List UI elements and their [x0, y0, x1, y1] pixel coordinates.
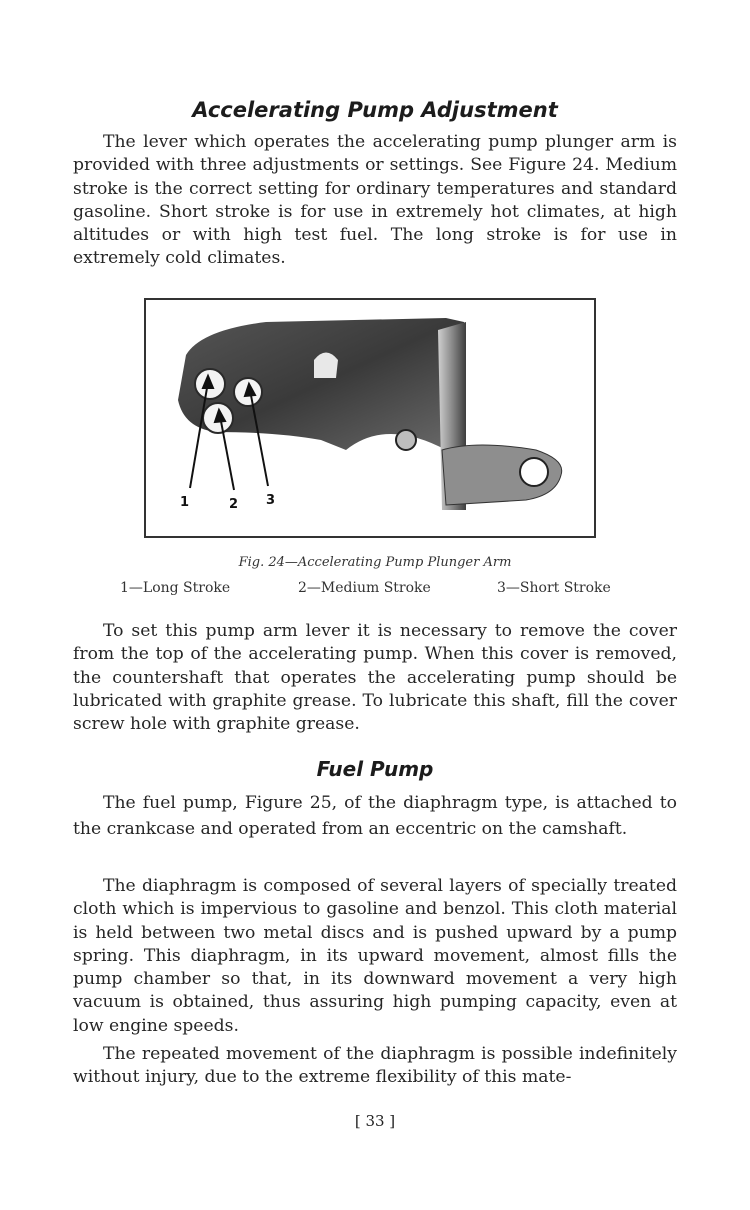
- legend-item-short-stroke: 3—Short Stroke: [497, 580, 611, 596]
- lever-slot: [314, 353, 338, 379]
- section-heading-accelerating-pump: Accelerating Pump Adjustment: [192, 98, 558, 122]
- figure-label-2: 2: [229, 497, 239, 512]
- figure-label-3: 3: [266, 493, 276, 508]
- figure-legend: [0, 580, 750, 600]
- legend-item-medium-stroke: 2—Medium Stroke: [298, 580, 431, 596]
- rivet: [396, 430, 416, 450]
- fuel-pump-paragraph-2: The diaphragm is composed of several layers of specially treated cloth which is impervious to gasoline and benzol. This cloth material is held between two metal discs and is pushed upward by a pump spring. This diaphragm, in its upward movement, almost fills the pump chamber so that, in its downward movement a very high vacuum is obtained, thus assuring high pumping capacity, even at low engine speeds.: [73, 876, 677, 1036]
- accelerating-pump-paragraph: The lever which operates the accelerating pump plunger arm is provided with three adjustments or settings. See Figure 24. Medium stroke is the correct setting for ordinary temperatures and standard gasoline. Short stroke is for use in extremely hot climates, at high altitudes or with high test fuel. The long stroke is for use in extremely cold climates.: [73, 132, 677, 269]
- figure-label-1: 1: [180, 495, 190, 510]
- page-number: [ 33 ]: [354, 1112, 396, 1130]
- tab-hole: [520, 458, 548, 486]
- pump-arm-paragraph: To set this pump arm lever it is necessary to remove the cover from the top of the accelerating pump. When this cover is removed, the countershaft that operates the accelerating pump should be lubricated with graphite grease. To lubricate this shaft, fill the cover screw hole with graphite grease.: [73, 621, 677, 735]
- legend-item-long-stroke: 1—Long Stroke: [120, 580, 231, 596]
- section-heading-fuel-pump: Fuel Pump: [316, 757, 434, 781]
- figure-caption: Fig. 24—Accelerating Pump Plunger Arm: [238, 555, 512, 570]
- plunger-arm-illustration: [146, 300, 596, 538]
- fuel-pump-paragraph-3: The repeated movement of the diaphragm is possible indefinitely without injury, due to the extreme flexibility of this mate-: [73, 1044, 677, 1088]
- fuel-pump-paragraph-1: The fuel pump, Figure 25, of the diaphragm type, is attached to the crankcase and operated from an eccentric on the camshaft.: [73, 793, 677, 839]
- figure-24-photo: [144, 298, 596, 538]
